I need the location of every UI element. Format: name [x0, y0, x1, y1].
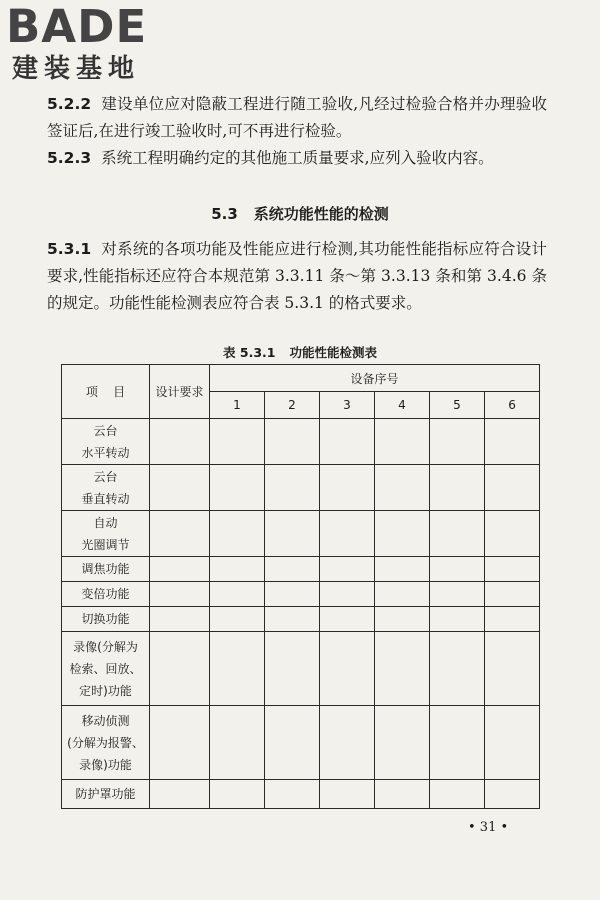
clause-number: 5.3.1	[47, 240, 92, 258]
row-item-line: 定时)功能	[79, 683, 132, 698]
clause-5-3-1	[47, 236, 547, 317]
empty-cell	[485, 706, 540, 780]
empty-cell	[210, 607, 265, 632]
empty-cell	[265, 706, 320, 780]
page-number: • 31 •	[468, 820, 509, 835]
empty-cell	[265, 607, 320, 632]
empty-cell	[210, 780, 265, 809]
empty-cell	[485, 465, 540, 511]
empty-cell	[485, 511, 540, 557]
section-title: 系统功能性能的检测	[253, 205, 389, 223]
empty-cell	[150, 632, 210, 706]
row-item-label	[62, 511, 150, 557]
section-number: 5.3	[211, 205, 238, 223]
empty-cell	[320, 419, 375, 465]
empty-cell	[150, 706, 210, 780]
table-row	[62, 632, 540, 706]
empty-cell	[375, 607, 430, 632]
empty-cell	[210, 706, 265, 780]
header-design-requirement: 设计要求	[150, 365, 210, 419]
row-item-label	[62, 607, 150, 632]
empty-cell	[210, 465, 265, 511]
empty-cell	[320, 607, 375, 632]
table-row	[62, 557, 540, 582]
clause-5-2-2	[47, 91, 547, 145]
empty-cell	[430, 557, 485, 582]
row-item-line: 水平转动	[81, 445, 130, 460]
table-row	[62, 582, 540, 607]
empty-cell	[210, 511, 265, 557]
row-item-label	[62, 632, 150, 706]
empty-cell	[375, 419, 430, 465]
row-item-line: 录像)功能	[79, 757, 132, 772]
row-item-line: 自动	[93, 515, 118, 530]
row-item-line: 垂直转动	[81, 491, 130, 506]
row-item-line: 调焦功能	[81, 562, 130, 576]
empty-cell	[150, 465, 210, 511]
row-item-line: 检索、回放、	[69, 661, 142, 676]
device-number-cell: 3	[320, 392, 375, 419]
empty-cell	[150, 607, 210, 632]
table-row	[62, 465, 540, 511]
empty-cell	[485, 780, 540, 809]
table-caption	[0, 343, 600, 361]
device-number-cell: 5	[430, 392, 485, 419]
empty-cell	[485, 632, 540, 706]
empty-cell	[485, 607, 540, 632]
empty-cell	[430, 607, 485, 632]
empty-cell	[375, 557, 430, 582]
empty-cell	[150, 511, 210, 557]
empty-cell	[485, 557, 540, 582]
logo-subtitle: 建装基地	[12, 54, 141, 84]
table-row	[62, 780, 540, 809]
device-number-cell: 6	[485, 392, 540, 419]
device-number-cell: 4	[375, 392, 430, 419]
empty-cell	[375, 465, 430, 511]
empty-cell	[150, 419, 210, 465]
table-number: 表 5.3.1	[223, 345, 276, 360]
empty-cell	[150, 557, 210, 582]
empty-cell	[320, 632, 375, 706]
empty-cell	[485, 582, 540, 607]
empty-cell	[375, 780, 430, 809]
row-item-line: 云台	[93, 469, 118, 484]
header-item: 项 目	[62, 365, 150, 419]
empty-cell	[375, 511, 430, 557]
empty-cell	[210, 582, 265, 607]
empty-cell	[320, 706, 375, 780]
empty-cell	[320, 511, 375, 557]
row-item-label	[62, 780, 150, 809]
row-item-line: 云台	[93, 423, 118, 438]
empty-cell	[430, 780, 485, 809]
empty-cell	[150, 582, 210, 607]
empty-cell	[265, 582, 320, 607]
empty-cell	[485, 419, 540, 465]
row-item-label	[62, 706, 150, 780]
row-item-line: 切换功能	[81, 612, 130, 626]
row-item-line: 防护罩功能	[75, 787, 136, 801]
device-number-cell: 1	[210, 392, 265, 419]
empty-cell	[430, 706, 485, 780]
table-row	[62, 607, 540, 632]
empty-cell	[430, 419, 485, 465]
empty-cell	[265, 465, 320, 511]
table-body	[62, 419, 540, 809]
table-row	[62, 706, 540, 780]
empty-cell	[375, 632, 430, 706]
empty-cell	[210, 557, 265, 582]
empty-cell	[320, 582, 375, 607]
clause-number: 5.2.2	[47, 95, 92, 113]
empty-cell	[430, 632, 485, 706]
bade-logo	[6, 2, 176, 86]
device-number-cell: 2	[265, 392, 320, 419]
empty-cell	[150, 780, 210, 809]
empty-cell	[265, 557, 320, 582]
empty-cell	[210, 632, 265, 706]
empty-cell	[265, 511, 320, 557]
empty-cell	[265, 419, 320, 465]
empty-cell	[430, 511, 485, 557]
row-item-line: 光圈调节	[81, 537, 130, 552]
empty-cell	[430, 465, 485, 511]
empty-cell	[320, 557, 375, 582]
table-row	[62, 419, 540, 465]
clause-text: 建设单位应对隐蔽工程进行随工验收,凡经过检验合格并办理验收签证后,在进行竣工验收时,可不再进行检验。	[47, 95, 547, 140]
row-item-label	[62, 557, 150, 582]
row-item-label	[62, 582, 150, 607]
clause-5-2-3	[47, 145, 547, 172]
row-item-label	[62, 465, 150, 511]
section-heading	[0, 203, 600, 224]
row-item-line: (分解为报警、	[67, 735, 144, 750]
empty-cell	[265, 780, 320, 809]
clause-text: 对系统的各项功能及性能应进行检测,其功能性能指标应符合设计要求,性能指标还应符合本规范第 3.3.11 条～第 3.3.13 条和第 3.4.6 条的规定。功能性能检测表应符合表 5.3.1 的格式要求。	[47, 240, 547, 312]
table-row	[62, 511, 540, 557]
clause-text: 系统工程明确约定的其他施工质量要求,应列入验收内容。	[101, 149, 494, 167]
clause-number: 5.2.3	[47, 149, 92, 167]
empty-cell	[375, 582, 430, 607]
empty-cell	[320, 780, 375, 809]
table-title: 功能性能检测表	[289, 345, 377, 360]
row-item-line: 移动侦测	[81, 713, 130, 728]
header-device-number: 设备序号	[210, 365, 540, 392]
empty-cell	[430, 582, 485, 607]
logo-wordmark: BADE	[6, 0, 148, 53]
row-item-line: 录像(分解为	[73, 639, 138, 654]
row-item-line: 变倍功能	[81, 587, 130, 601]
empty-cell	[320, 465, 375, 511]
row-item-label	[62, 419, 150, 465]
function-test-table	[61, 364, 540, 809]
empty-cell	[210, 419, 265, 465]
empty-cell	[265, 632, 320, 706]
empty-cell	[375, 706, 430, 780]
